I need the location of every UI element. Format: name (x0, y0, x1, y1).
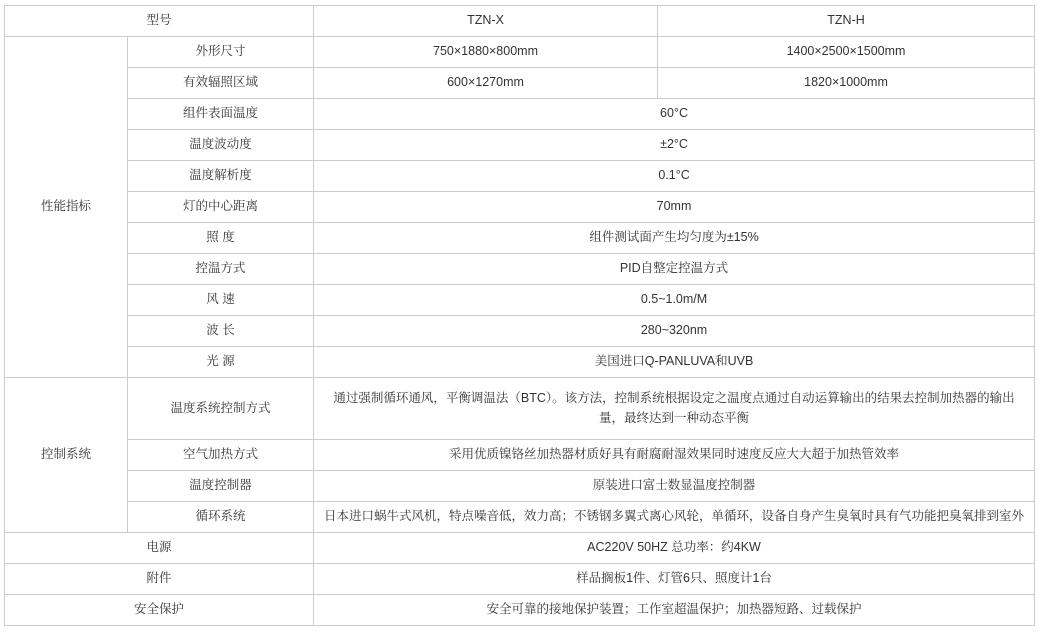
model-tzn-h-cell: TZN-H (658, 6, 1035, 37)
row-value-temp-control-mode: PID自整定控温方式 (314, 254, 1035, 285)
row-label-air-heating: 空气加热方式 (128, 440, 314, 471)
row-value-dimensions-tznh: 1400×2500×1500mm (658, 37, 1035, 68)
row-label-surface-temp: 组件表面温度 (128, 99, 314, 130)
row-value-accessories: 样品搁板1件、灯管6只、照度计1台 (314, 564, 1035, 595)
table-row (5, 316, 1035, 347)
table-row (5, 285, 1035, 316)
table-row (5, 564, 1035, 595)
row-value-dimensions-tznx: 750×1880×800mm (314, 37, 658, 68)
table-row (5, 471, 1035, 502)
table-row (5, 378, 1035, 440)
row-value-temp-system-control: 通过强制循环通风，平衡调温法（BTC）。该方法，控制系统根据设定之温度点通过自动运算输出的结果去控制加热器的输出量，最终达到一种动态平衡 (314, 378, 1035, 440)
row-label-lamp-distance: 灯的中心距离 (128, 192, 314, 223)
row-value-irradiation-tznh: 1820×1000mm (658, 68, 1035, 99)
row-value-temp-fluctuation: ±2°C (314, 130, 1035, 161)
row-label-safety-protection: 安全保护 (5, 595, 314, 626)
row-value-power-supply: AC220V 50HZ 总功率：约4KW (314, 533, 1035, 564)
row-label-light-source: 光 源 (128, 347, 314, 378)
row-label-temp-fluctuation: 温度波动度 (128, 130, 314, 161)
row-label-temp-resolution: 温度解析度 (128, 161, 314, 192)
row-label-temp-system-control: 温度系统控制方式 (128, 378, 314, 440)
table-row (5, 595, 1035, 626)
table-row (5, 502, 1035, 533)
table-row (5, 68, 1035, 99)
row-value-illuminance: 组件测试面产生均匀度为±15% (314, 223, 1035, 254)
table-row (5, 347, 1035, 378)
table-row (5, 192, 1035, 223)
row-value-circulation-system: 日本进口蜗牛式风机，特点噪音低，效力高；不锈钢多翼式离心风轮，单循环，设备自身产生臭氧时具有气功能把臭氧排到室外 (314, 502, 1035, 533)
row-value-surface-temp: 60°C (314, 99, 1035, 130)
row-label-temp-controller: 温度控制器 (128, 471, 314, 502)
spec-table (4, 5, 1035, 626)
table-row (5, 37, 1035, 68)
header-row (5, 6, 1035, 37)
table-row (5, 223, 1035, 254)
row-label-circulation-system: 循环系统 (128, 502, 314, 533)
row-value-safety-protection: 安全可靠的接地保护装置；工作室超温保护；加热器短路、过载保护 (314, 595, 1035, 626)
row-value-temp-controller: 原装进口富士数显温度控制器 (314, 471, 1035, 502)
row-label-dimensions: 外形尺寸 (128, 37, 314, 68)
model-tzn-x-cell: TZN-X (314, 6, 658, 37)
group-cell-performance: 性能指标 (5, 37, 128, 378)
row-label-irradiation-area: 有效辐照区域 (128, 68, 314, 99)
row-label-temp-control-mode: 控温方式 (128, 254, 314, 285)
row-label-power-supply: 电源 (5, 533, 314, 564)
row-label-wavelength: 波 长 (128, 316, 314, 347)
table-row (5, 130, 1035, 161)
table-row (5, 533, 1035, 564)
table-row (5, 161, 1035, 192)
model-label-cell: 型号 (5, 6, 314, 37)
group-cell-control-system: 控制系统 (5, 378, 128, 533)
row-value-lamp-distance: 70mm (314, 192, 1035, 223)
row-value-irradiation-tznx: 600×1270mm (314, 68, 658, 99)
row-value-wind-speed: 0.5~1.0m/M (314, 285, 1035, 316)
row-label-illuminance: 照 度 (128, 223, 314, 254)
row-label-accessories: 附件 (5, 564, 314, 595)
table-row (5, 99, 1035, 130)
row-label-wind-speed: 风 速 (128, 285, 314, 316)
row-value-light-source: 美国进口Q-PANLUVA和UVB (314, 347, 1035, 378)
row-value-air-heating: 采用优质镍铬丝加热器材质好具有耐腐耐湿效果同时速度反应大大超于加热管效率 (314, 440, 1035, 471)
row-value-temp-resolution: 0.1°C (314, 161, 1035, 192)
table-row (5, 440, 1035, 471)
table-row (5, 254, 1035, 285)
row-value-wavelength: 280~320nm (314, 316, 1035, 347)
